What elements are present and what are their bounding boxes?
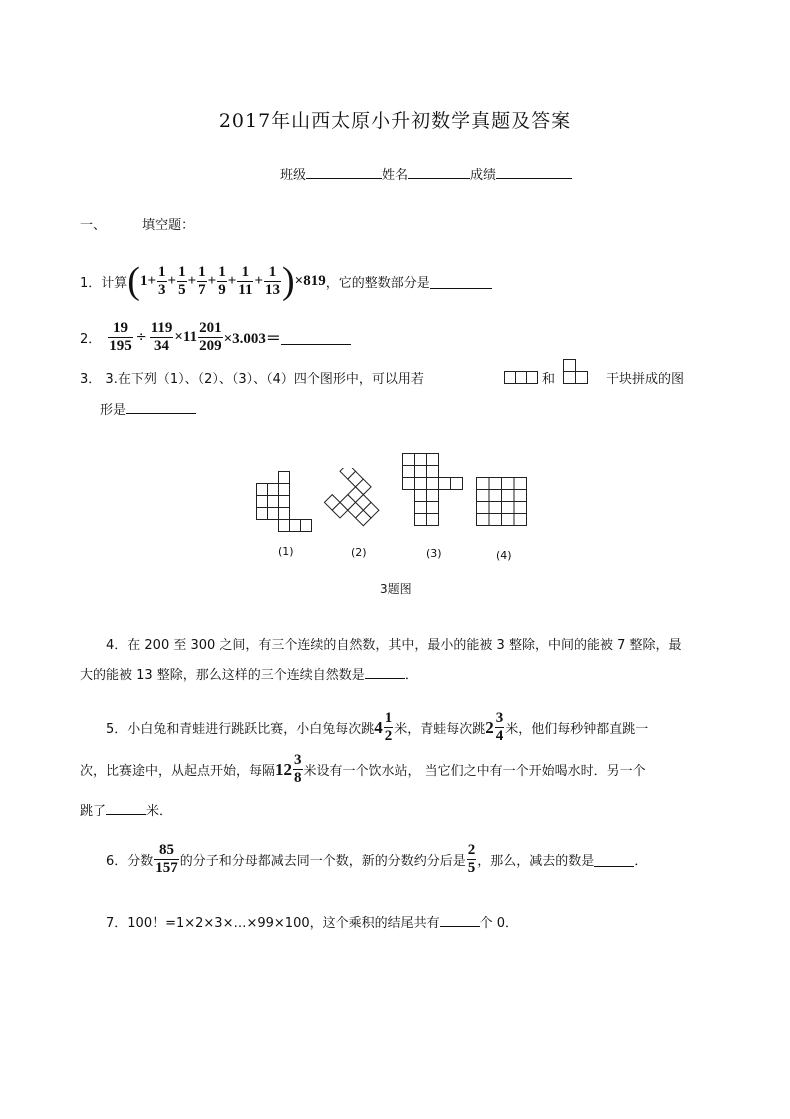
q1-fraction: $\frac{1}{3}$: [158, 263, 166, 298]
q4-answer-blank: [365, 664, 405, 679]
section-title: 填空题：: [142, 218, 195, 233]
question-7: [106, 912, 518, 931]
name-blank: [408, 164, 470, 179]
q1-prefix: 计算: [101, 275, 128, 291]
q3-line2-text: 形是: [100, 403, 127, 418]
grid-cell: [489, 490, 502, 502]
q2-fraction-3: $\frac{201}{209}$: [199, 320, 222, 354]
q3-suffix: 干块拼成的图: [606, 372, 685, 387]
q7-answer-blank: [440, 912, 480, 927]
q1-right-paren: ): [282, 260, 295, 302]
q3-figure-label-3: (3): [426, 547, 442, 560]
q5-text-d: 次，比赛途中，从起点开始，每隔: [80, 764, 276, 779]
q5-mixed-3-whole: 12: [275, 759, 293, 779]
question-6: [106, 842, 647, 877]
grid-cell: [502, 502, 515, 514]
q3-figure-caption: 3题图: [380, 582, 412, 596]
q7-text-b: 个 0．: [479, 916, 519, 931]
q1-suffix: ，它的整数部分是: [325, 275, 430, 291]
grid-cell: [477, 514, 490, 526]
q6-text-d: ．: [634, 854, 648, 869]
q1-fraction: $\frac{1}{5}$: [178, 263, 186, 298]
q3-figure-4: [476, 477, 528, 527]
q5-answer-blank: [106, 800, 146, 815]
q1-fraction: $\frac{1}{7}$: [198, 263, 206, 298]
q5-text-g: 米．: [146, 804, 173, 819]
question-5-line-1: [106, 710, 648, 745]
q6-answer-blank: [594, 852, 634, 867]
class-label: 班级: [280, 168, 307, 183]
page-title: 2017年山西太原小升初数学真题及答案: [218, 110, 572, 132]
q1-one: 1: [139, 272, 148, 289]
q1-plus: +: [187, 272, 197, 289]
q3-piece-l-tromino: [563, 359, 589, 385]
q6-text-b: 的分子和分母都减去同一个数，新的分数约分后是: [179, 854, 466, 869]
grid-cell: [502, 514, 515, 526]
q1-plus: +: [227, 272, 237, 289]
question-1: [80, 262, 492, 300]
q5-mixed-3-frac: $\frac{3}{8}$: [294, 752, 302, 786]
grid-cell: [502, 478, 515, 490]
grid-cell: [502, 490, 515, 502]
q7-text-a: 7．100！=1×2×3×…×99×100，这个乘积的结尾共有: [106, 916, 440, 931]
q2-whole: ×11: [174, 329, 198, 345]
q2-rest: ×3.003＝: [223, 331, 281, 347]
q5-text-b: 米，青蛙每次跳: [394, 722, 486, 737]
q5-mixed-1-frac: $\frac{1}{2}$: [384, 710, 393, 744]
question-4-line-1: 4．在 200 至 300 之间，有三个连续的自然数，其中，最小的能被 3 整除，中间的能被 7 整除，最: [106, 638, 682, 653]
q3-figure-3: [402, 453, 466, 535]
name-label: 姓名: [382, 168, 409, 183]
q1-plus: +: [254, 272, 264, 289]
grid-cell: [489, 514, 502, 526]
q5-mixed-2-frac: $\frac{3}{4}$: [495, 710, 504, 744]
q5-mixed-2-whole: 2: [485, 717, 494, 737]
q1-times: ×819: [294, 272, 326, 289]
grid-cell: [477, 502, 490, 514]
q1-left-paren: (: [127, 260, 140, 302]
q3-piece-tromino: [504, 371, 540, 385]
question-2: [80, 320, 351, 355]
q2-fraction-2: $\frac{119}{34}$: [150, 320, 173, 354]
grid-cell: [477, 490, 490, 502]
q6-fraction-2: $\frac{2}{5}$: [467, 842, 476, 876]
q1-fraction: $\frac{1}{9}$: [218, 263, 226, 298]
q5-text-c: 米，他们每秒钟都直跳一: [505, 722, 649, 737]
grid-cell: [514, 514, 527, 526]
q3-and: 和: [542, 372, 556, 387]
q1-fraction: $\frac{1}{11}$: [238, 263, 253, 298]
grid-cell: [514, 478, 527, 490]
q1-plus: +: [147, 272, 157, 289]
grid-cell: [489, 502, 502, 514]
class-blank: [306, 164, 382, 179]
grid-cell: [477, 478, 490, 490]
q4-end: ．: [404, 668, 418, 683]
q1-number: 1．: [80, 275, 102, 291]
question-4-line-2: [80, 664, 418, 683]
q5-text-a: 5．小白兔和青蛙进行跳跃比赛，小白兔每次跳: [106, 722, 375, 737]
q3-text: 3.在下列（1）、（2）、（3）、（4）四个图形中，可以用若: [105, 372, 424, 387]
question-3: [80, 368, 424, 387]
q2-fraction-1: $\frac{19}{195}$: [109, 320, 132, 354]
q6-text-c: ，那么，减去的数是: [477, 854, 595, 869]
q6-fraction-1: $\frac{85}{157}$: [155, 842, 178, 876]
q2-divide: ÷: [135, 330, 147, 345]
q3-figure-label-2: (2): [351, 546, 367, 559]
q6-text-a: 6．分数: [106, 854, 154, 869]
section-heading: [80, 214, 194, 233]
q3-number: 3．: [80, 372, 102, 387]
student-info-line: [280, 164, 572, 183]
q5-text-f: 跳了: [80, 804, 107, 819]
grid-cell: [489, 478, 502, 490]
score-blank: [496, 164, 572, 179]
q3-line2: [100, 399, 196, 418]
q3-figure-1: [256, 471, 312, 533]
q1-plus: +: [207, 272, 217, 289]
q1-plus: +: [167, 272, 177, 289]
q3-answer-blank: [126, 399, 196, 414]
q2-answer-blank: [281, 330, 351, 345]
q1-answer-blank: [430, 274, 492, 289]
grid-cell: [514, 502, 527, 514]
grid-cell: [514, 490, 527, 502]
section-number: 一、: [80, 218, 107, 233]
score-label: 成绩: [470, 168, 497, 183]
q3-figure-label-1: (1): [278, 545, 294, 558]
q5-text-e: 米设有一个饮水站， 当它们之中有一个开始喝水时．另一个: [303, 764, 646, 779]
q1-fraction: $\frac{1}{13}$: [265, 263, 281, 298]
q5-mixed-1-whole: 4: [374, 717, 383, 737]
q3-figure-label-4: (4): [496, 549, 512, 562]
question-5-line-3: [80, 800, 172, 819]
question-5-line-2: [80, 752, 646, 787]
q2-number: 2．: [80, 332, 102, 347]
q4-line2-text: 大的能被 13 整除，那么这样的三个连续自然数是: [80, 668, 365, 683]
q3-figure-2: [316, 468, 388, 534]
